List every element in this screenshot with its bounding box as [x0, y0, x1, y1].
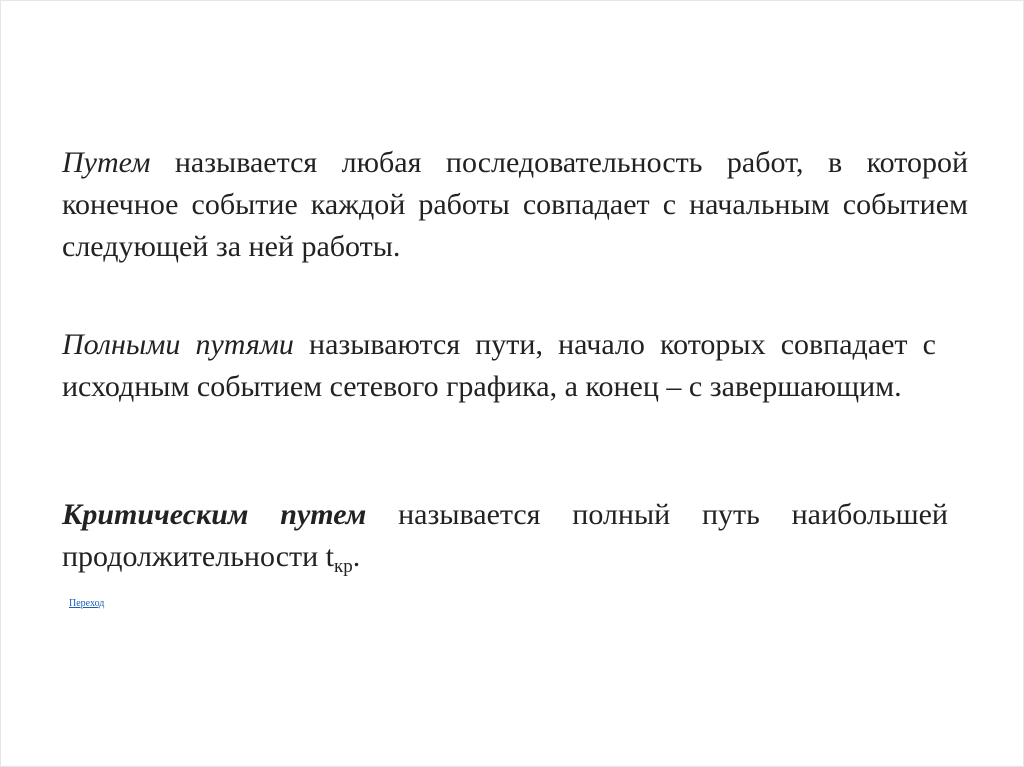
term-path: Путем: [62, 146, 151, 179]
definition-path: [62, 142, 968, 268]
transition-link[interactable]: Переход: [69, 598, 105, 609]
definition-critical-path-text: называется полный путь наибольшей продолжительности t: [62, 498, 948, 573]
definition-path-text: называется любая последовательность работ, в которой конечное событие каждой работы совпадает с начальным событием следующей за ней работы.: [62, 146, 968, 263]
definition-full-paths-text: называются пути, начало которых совпадает с исходным событием сетевого графика, а конец – с завершающим.: [62, 328, 936, 403]
critical-time-subscript: кр: [334, 556, 353, 577]
term-full-paths: Полными путями: [62, 328, 294, 361]
definition-full-paths: [62, 324, 936, 408]
definition-critical-path-end: .: [352, 540, 361, 573]
definition-critical-path: [62, 494, 948, 578]
term-critical-path: Критическим путем: [62, 498, 367, 531]
